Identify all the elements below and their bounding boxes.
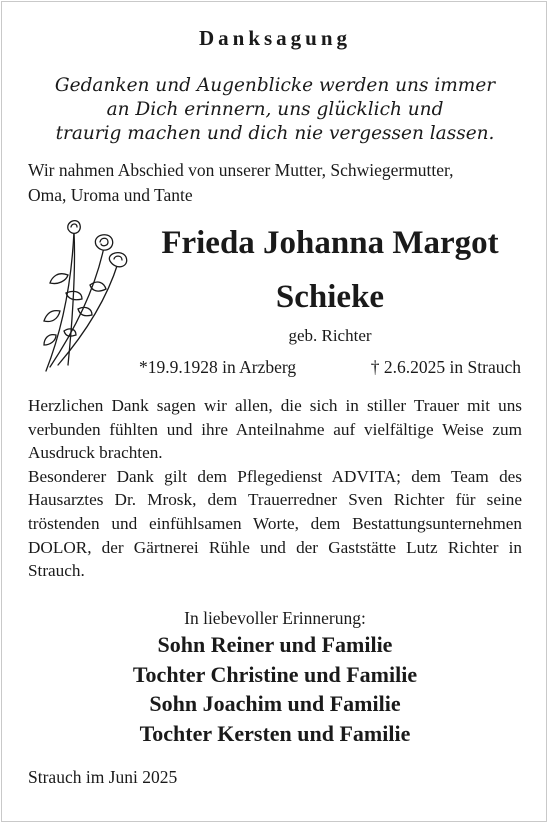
place-date: Strauch im Juni 2025 [28,767,178,787]
family-list [0,630,550,748]
heading: Danksagung [198,26,352,50]
birth-date: *19.9.1928 in Arzberg [139,357,297,377]
family-member: Tochter Kersten und Familie [139,720,411,746]
poem-line: Gedanken und Augenblicke werden uns immer [54,75,496,96]
deceased-name-line2: Schieke [275,279,385,315]
intro-line: Oma, Uroma und Tante [28,185,193,205]
thanks-text [28,394,522,583]
deceased-name [135,216,525,324]
family-member: Tochter Christine und Familie [132,661,418,687]
intro-line: Wir nahmen Abschied von unserer Mutter, Schwiegermutter, [28,160,454,180]
life-dates [139,357,521,378]
roses-drawing [38,215,138,373]
family-member: Sohn Joachim und Familie [149,691,401,716]
poem-line: traurig machen und dich nie vergessen lassen. [55,123,495,144]
poem [0,74,550,146]
family-member: Sohn Reiner und Familie [157,632,393,657]
memory-line: In liebevoller Erinnerung: [184,608,366,628]
thanks-paragraph-2: Besonderer Dank gilt dem Pflegedienst ADVITA; dem Team des Hausarztes Dr. Mrosk, dem Trauerredner Sven Richter für seine tröstenden und einfühlsamen Worte, dem Bestattungsunternehmen DOLOR, der Gärtnerei Rühle und der Gaststätte Lutz Richter in Strauch. [28,466,522,581]
intro-text [28,158,528,208]
poem-line: an Dich erinnern, uns glücklich und [106,99,444,120]
birth-name: geb. Richter [288,326,372,345]
deceased-name-line1: Frieda Johanna Margot [161,225,499,261]
thanks-paragraph-1: Herzlichen Dank sagen wir allen, die sich in stiller Trauer mit uns verbunden fühlten und ihre Anteilnahme auf vielfältige Weise zum Ausdruck brachten. [28,396,522,463]
death-date: † 2.6.2025 in Strauch [370,357,521,377]
